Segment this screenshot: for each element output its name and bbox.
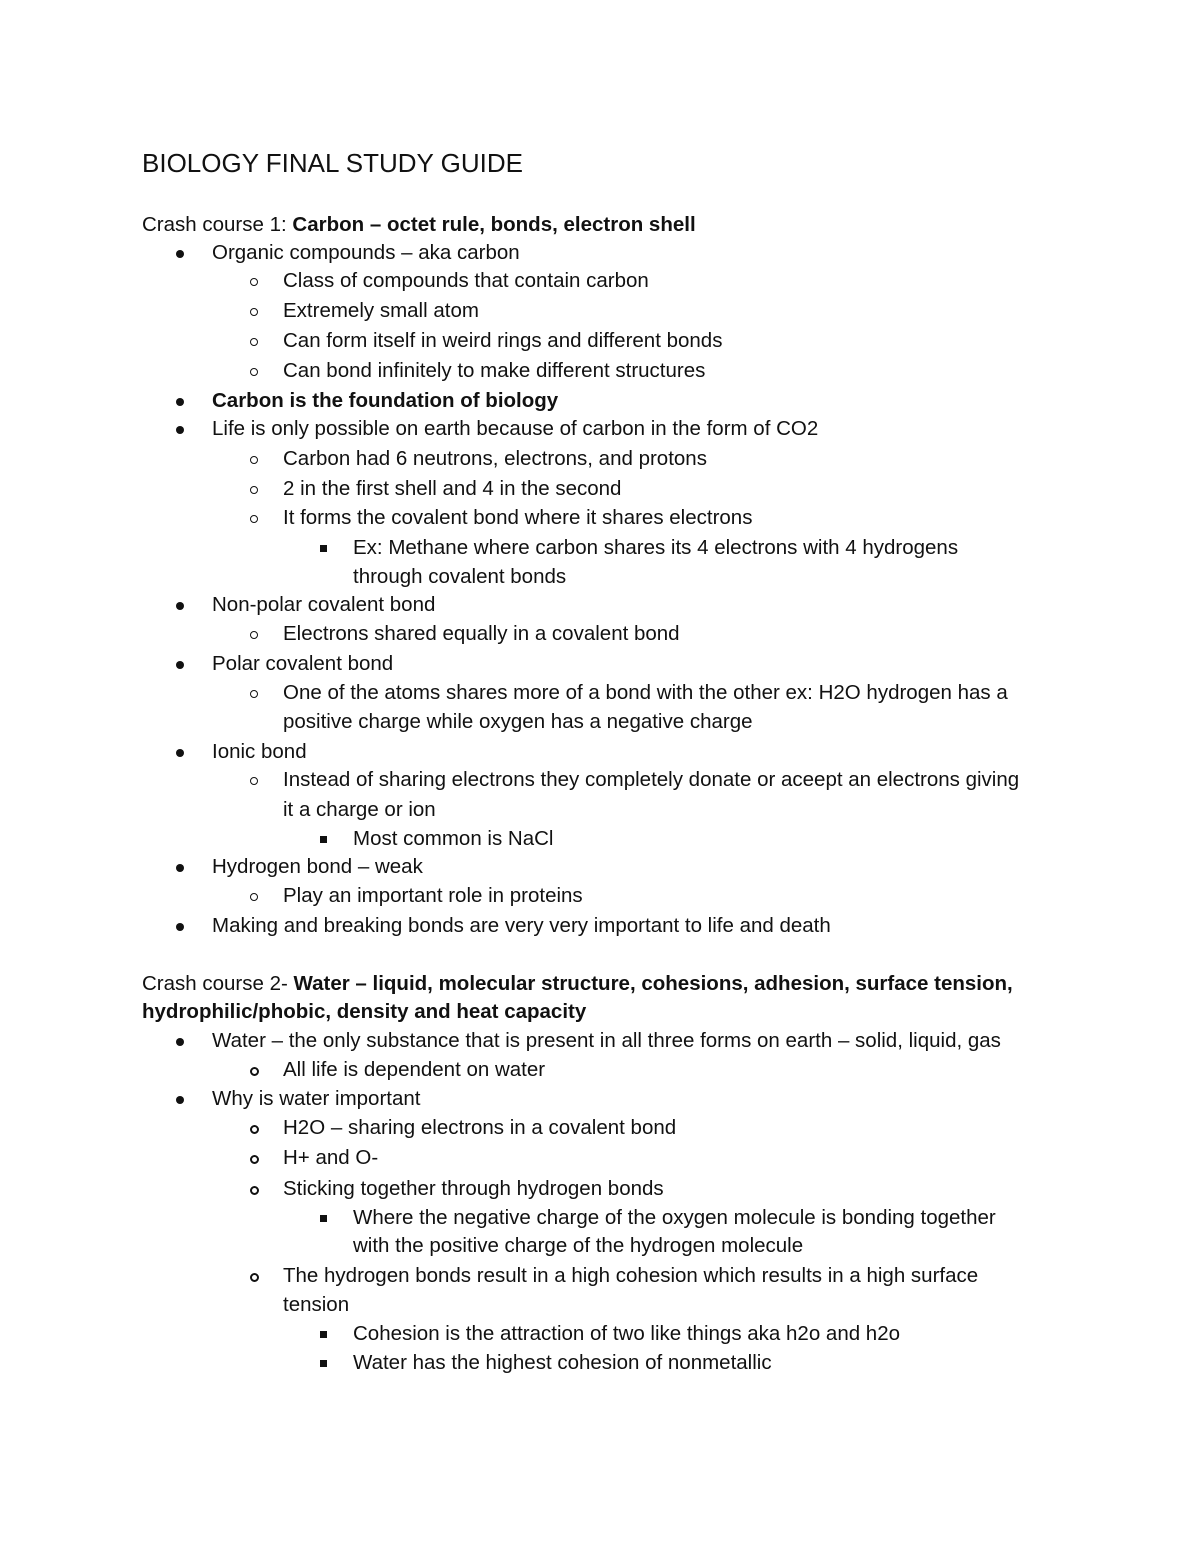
bullet-circle-icon bbox=[250, 368, 258, 376]
bullet-circle-icon bbox=[250, 338, 258, 346]
line-plain-text: Water – the only substance that is present in all three forms on earth – solid, liquid, gas bbox=[212, 1029, 1001, 1052]
text-line bbox=[212, 650, 393, 678]
line-plain-text: Can bond infinitely to make different structures bbox=[283, 359, 706, 382]
bullet-circle-icon bbox=[250, 278, 258, 286]
bullet-dot-icon bbox=[176, 250, 184, 258]
bullet-dot-icon bbox=[176, 864, 184, 872]
bullet-circle-icon bbox=[250, 690, 258, 698]
text-line bbox=[283, 766, 1019, 794]
text-line bbox=[283, 475, 621, 503]
line-plain-text: It forms the covalent bond where it shares electrons bbox=[283, 506, 753, 529]
bullet-circle-icon bbox=[250, 308, 258, 316]
text-line bbox=[283, 620, 680, 648]
line-plain-text: One of the atoms shares more of a bond with the other ex: H2O hydrogen has a bbox=[283, 681, 1008, 704]
bullet-square-icon bbox=[320, 1331, 327, 1338]
line-plain-text: Why is water important bbox=[212, 1087, 421, 1110]
text-line bbox=[353, 1349, 772, 1377]
line-bold-text: Carbon – octet rule, bonds, electron shell bbox=[292, 213, 696, 236]
line-plain-text: Polar covalent bond bbox=[212, 652, 394, 675]
line-plain-text: Ionic bond bbox=[212, 740, 307, 763]
bullet-dot-icon bbox=[176, 923, 184, 931]
line-plain-text: Where the negative charge of the oxygen molecule is bonding together bbox=[353, 1206, 996, 1229]
bullet-dot-icon bbox=[176, 602, 184, 610]
text-line bbox=[353, 1320, 900, 1348]
bullet-dot-icon bbox=[176, 749, 184, 757]
line-plain-text: Instead of sharing electrons they completely donate or aceept an electrons giving bbox=[283, 768, 1020, 791]
text-line bbox=[283, 679, 1008, 707]
bullet-dot-icon bbox=[176, 1038, 184, 1046]
text-line bbox=[142, 211, 696, 239]
text-line bbox=[283, 1262, 978, 1290]
line-plain-text: The hydrogen bonds result in a high cohesion which results in a high surface bbox=[283, 1264, 979, 1287]
bullet-circle-icon bbox=[250, 1155, 259, 1164]
text-line bbox=[283, 1175, 664, 1203]
text-line bbox=[283, 267, 649, 295]
line-plain-text: H+ and O- bbox=[283, 1146, 379, 1169]
line-plain-text: with the positive charge of the hydrogen molecule bbox=[353, 1234, 804, 1257]
bullet-circle-icon bbox=[250, 515, 258, 523]
line-plain-text: Life is only possible on earth because of carbon in the form of CO2 bbox=[212, 417, 819, 440]
line-plain-text: Crash course 2- bbox=[142, 972, 294, 995]
bullet-square-icon bbox=[320, 545, 327, 552]
text-line bbox=[283, 796, 436, 824]
text-line bbox=[353, 563, 566, 591]
text-line bbox=[283, 1291, 349, 1319]
text-line bbox=[212, 415, 818, 443]
bullet-circle-icon bbox=[250, 893, 258, 901]
text-line bbox=[353, 534, 958, 562]
text-line bbox=[142, 970, 1013, 998]
line-plain-text: Hydrogen bond – weak bbox=[212, 855, 423, 878]
line-bold-text: Water – liquid, molecular structure, cohesions, adhesion, surface tension, bbox=[293, 972, 1013, 995]
text-line bbox=[283, 327, 722, 355]
line-plain-text: Extremely small atom bbox=[283, 299, 479, 322]
text-line bbox=[212, 853, 423, 881]
bullet-circle-icon bbox=[250, 1273, 259, 1282]
line-plain-text: All life is dependent on water bbox=[283, 1058, 546, 1081]
line-plain-text: it a charge or ion bbox=[283, 798, 436, 821]
text-line bbox=[283, 297, 479, 325]
text-line bbox=[212, 591, 435, 619]
text-line bbox=[212, 239, 520, 267]
bullet-circle-icon bbox=[250, 777, 258, 785]
bullet-circle-icon bbox=[250, 631, 258, 639]
text-line bbox=[283, 1144, 378, 1172]
document-title: BIOLOGY FINAL STUDY GUIDE bbox=[142, 148, 523, 178]
text-line bbox=[283, 357, 705, 385]
line-plain-text: Carbon had 6 neutrons, electrons, and protons bbox=[283, 447, 707, 470]
line-plain-text: H2O – sharing electrons in a covalent bond bbox=[283, 1116, 677, 1139]
text-line bbox=[142, 998, 586, 1026]
bullet-square-icon bbox=[320, 1215, 327, 1222]
text-line bbox=[283, 708, 753, 736]
text-line bbox=[353, 1204, 996, 1232]
line-plain-text: Electrons shared equally in a covalent bond bbox=[283, 622, 680, 645]
text-line bbox=[212, 912, 831, 940]
text-line bbox=[212, 1085, 420, 1113]
text-line bbox=[283, 1056, 545, 1084]
line-plain-text: Ex: Methane where carbon shares its 4 electrons with 4 hydrogens bbox=[353, 536, 959, 559]
text-line bbox=[283, 445, 707, 473]
bullet-circle-icon bbox=[250, 1186, 259, 1195]
text-line bbox=[353, 1232, 803, 1260]
line-bold-text: hydrophilic/phobic, density and heat capacity bbox=[142, 1000, 587, 1023]
bullet-circle-icon bbox=[250, 1067, 259, 1076]
text-line bbox=[212, 738, 307, 766]
line-plain-text: Organic compounds – aka carbon bbox=[212, 241, 520, 264]
bullet-dot-icon bbox=[176, 1096, 184, 1104]
text-line bbox=[283, 1114, 676, 1142]
line-plain-text: Cohesion is the attraction of two like things aka h2o and h2o bbox=[353, 1322, 901, 1345]
text-line bbox=[283, 882, 583, 910]
line-plain-text: Water has the highest cohesion of nonmetallic bbox=[353, 1351, 772, 1374]
bullet-circle-icon bbox=[250, 486, 258, 494]
line-plain-text: Play an important role in proteins bbox=[283, 884, 583, 907]
bullet-square-icon bbox=[320, 1360, 327, 1367]
line-plain-text: Most common is NaCl bbox=[353, 827, 554, 850]
line-plain-text: Non-polar covalent bond bbox=[212, 593, 436, 616]
text-line bbox=[283, 504, 752, 532]
text-line bbox=[353, 825, 554, 853]
line-bold-text: Carbon is the foundation of biology bbox=[212, 389, 559, 412]
text-line bbox=[212, 1027, 1001, 1055]
bullet-square-icon bbox=[320, 836, 327, 843]
line-plain-text: Making and breaking bonds are very very important to life and death bbox=[212, 914, 831, 937]
line-plain-text: through covalent bonds bbox=[353, 565, 567, 588]
line-plain-text: Class of compounds that contain carbon bbox=[283, 269, 649, 292]
line-plain-text: positive charge while oxygen has a negative charge bbox=[283, 710, 753, 733]
bullet-circle-icon bbox=[250, 456, 258, 464]
line-plain-text: Sticking together through hydrogen bonds bbox=[283, 1177, 664, 1200]
bullet-dot-icon bbox=[176, 426, 184, 434]
text-line bbox=[212, 387, 558, 415]
line-plain-text: 2 in the first shell and 4 in the second bbox=[283, 477, 622, 500]
line-plain-text: Can form itself in weird rings and different bonds bbox=[283, 329, 723, 352]
line-plain-text: tension bbox=[283, 1293, 350, 1316]
line-plain-text: Crash course 1: bbox=[142, 213, 293, 236]
bullet-circle-icon bbox=[250, 1125, 259, 1134]
bullet-dot-icon bbox=[176, 398, 184, 406]
bullet-dot-icon bbox=[176, 661, 184, 669]
